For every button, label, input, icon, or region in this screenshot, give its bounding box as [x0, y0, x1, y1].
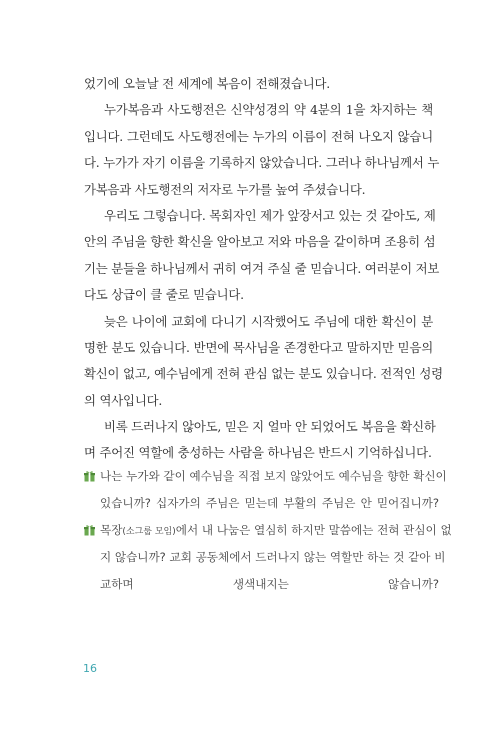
body-line: 확신이 없고, 예수님에게 전혀 관심 없는 분도 있습니다. 전적인 성령 — [84, 366, 443, 382]
question-1-line-1: 나는 누가와 같이 예수님을 직접 보지 않았어도 예수님을 향한 확신이 — [100, 469, 447, 483]
body-line: 우리도 그렇습니다. 목회자인 제가 앞장서고 있는 것 같아도, 제 — [104, 207, 436, 223]
body-text — [84, 71, 443, 467]
reflection-questions — [84, 463, 452, 598]
body-line: 입니다. 그런데도 사도행전에는 누가의 이름이 전혀 나오지 않습니 — [84, 128, 433, 144]
gift-icon — [84, 470, 95, 482]
body-line: 며 주어진 역할에 충성하는 사람을 하나님은 반드시 기억하십니다. — [84, 445, 432, 461]
question-2-line-2: 지 않습니까? 교회 공동체에서 드러나지 않는 역할만 하는 것 같아 비 — [100, 550, 446, 564]
body-line: 의 역사입니다. — [84, 392, 163, 408]
page-number: 16 — [83, 662, 97, 675]
body-line: 누가복음과 사도행전은 신약성경의 약 4분의 1을 차지하는 책 — [104, 102, 433, 118]
question-2-rest: 에서 내 나눔은 열심히 하지만 말씀에는 전혀 관심이 없 — [175, 523, 452, 537]
body-line: 기는 분들을 하나님께서 귀히 여겨 주실 줄 믿습니다. 여러분이 저보 — [84, 260, 440, 276]
gift-icon — [84, 524, 95, 536]
question-2-line-1 — [100, 517, 452, 544]
question-2-line-3: 교하며 생색내지는 않습니까? — [100, 577, 439, 591]
body-line: 다. 누가가 자기 이름을 기록하지 않았습니다. 그러나 하나님께서 누 — [84, 155, 440, 171]
body-line: 다도 상급이 클 줄로 믿습니다. — [84, 287, 244, 303]
question-2 — [84, 517, 452, 598]
question-2-note: (소그룹 모임) — [122, 527, 176, 537]
body-line: 비록 드러나지 않아도, 믿은 지 얼마 안 되었어도 복음을 확신하 — [104, 419, 436, 435]
body-line: 안의 주님을 향한 확신을 알아보고 저와 마음을 같이하며 조용히 섬 — [84, 234, 436, 250]
body-line: 늦은 나이에 교회에 다니기 시작했어도 주님에 대한 확신이 분 — [104, 313, 433, 329]
body-line: 가복음과 사도행전의 저자로 누가를 높여 주셨습니다. — [84, 181, 366, 197]
question-1 — [84, 463, 447, 517]
question-1-line-2: 있습니까? 십자가의 주님은 믿는데 부활의 주님은 안 믿어집니까? — [100, 496, 439, 510]
body-line: 명한 분도 있습니다. 반면에 목사님을 존경한다고 말하지만 믿음의 — [84, 339, 433, 355]
question-2-prefix: 목장 — [100, 523, 123, 537]
body-line: 었기에 오늘날 전 세계에 복음이 전해졌습니다. — [84, 76, 331, 91]
